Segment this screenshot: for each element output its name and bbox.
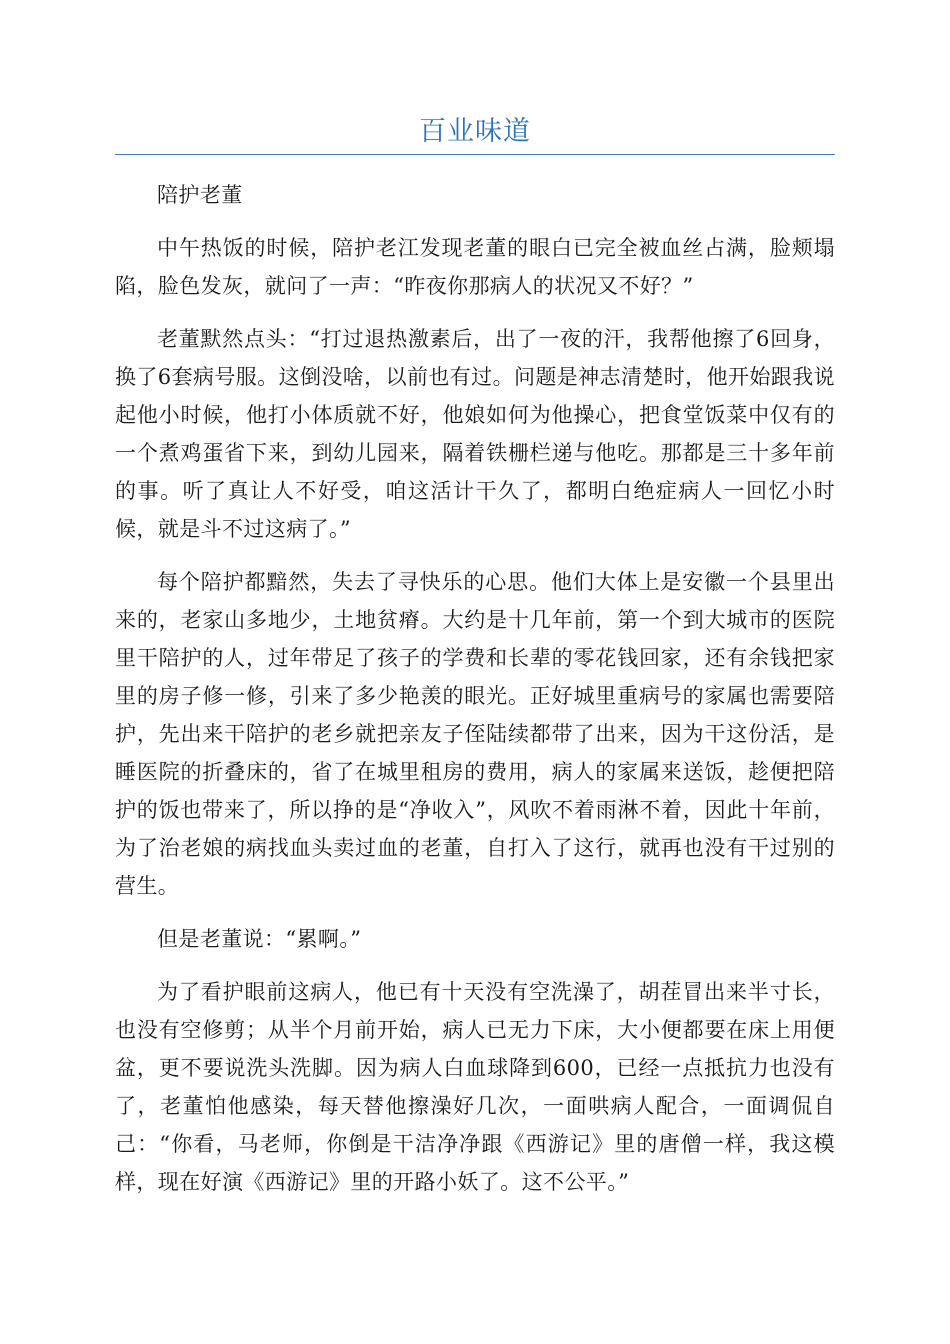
- header-title: 百业味道: [419, 116, 531, 147]
- article-title: 陪护老董: [157, 183, 243, 207]
- page-header: [115, 112, 835, 156]
- paragraph: 老董默然点头：“打过退热激素后，出了一夜的汗，我帮他擦了6回身，换了6套病号服。这倒没啥，以前也有过。问题是神志清楚时，他开始跟我说起他小时候，他打小体质就不好，他娘如何为他操心，把食堂饭菜中仅有的一个煮鸡蛋省下来，到幼儿园来，隔着铁栅栏递与他吃。那都是三十多年前的事。听了真让人不好受，咱这活计干久了，都明白绝症病人一回忆小时候，就是斗不过这病了。”: [115, 327, 835, 541]
- header-divider: [115, 154, 835, 155]
- paragraph: 为了看护眼前这病人，他已有十天没有空洗澡了，胡茬冒出来半寸长，也没有空修剪；从半个月前开始，病人已无力下床，大小便都要在床上用便盆，更不要说洗头洗脚。因为病人白血球降到600，已经一点抵抗力也没有了，老董怕他感染，每天替他擦澡好几次，一面哄病人配合，一面调侃自己：“你看，马老师，你倒是干洁净净跟《西游记》里的唐僧一样，我这模样，现在好演《西游记》里的开路小妖了。这不公平。”: [115, 980, 835, 1194]
- article-body: [115, 176, 835, 1216]
- paragraph: 每个陪护都黯然，失去了寻快乐的心思。他们大体上是安徽一个县里出来的，老家山多地少，土地贫瘠。大约是十几年前，第一个到大城市的医院里干陪护的人，过年带足了孩子的学费和长辈的零花钱回家，还有余钱把家里的房子修一修，引来了多少艳羡的眼光。正好城里重病号的家属也需要陪护，先出来干陪护的老乡就把亲友子侄陆续都带了出来，因为干这份活，是睡医院的折叠床的，省了在城里租房的费用，病人的家属来送饭，趁便把陪护的饭也带来了，所以挣的是“净收入”，风吹不着雨淋不着，因此十年前，为了治老娘的病找血头卖过血的老董，自打入了这行，就再也没有干过别的营生。: [115, 570, 835, 898]
- paragraph: 但是老董说：“累啊。”: [157, 927, 362, 951]
- paragraph: 中午热饭的时候，陪护老江发现老董的眼白已完全被血丝占满，脸颊塌陷，脸色发灰，就问了一声：“昨夜你那病人的状况又不好？”: [115, 236, 835, 298]
